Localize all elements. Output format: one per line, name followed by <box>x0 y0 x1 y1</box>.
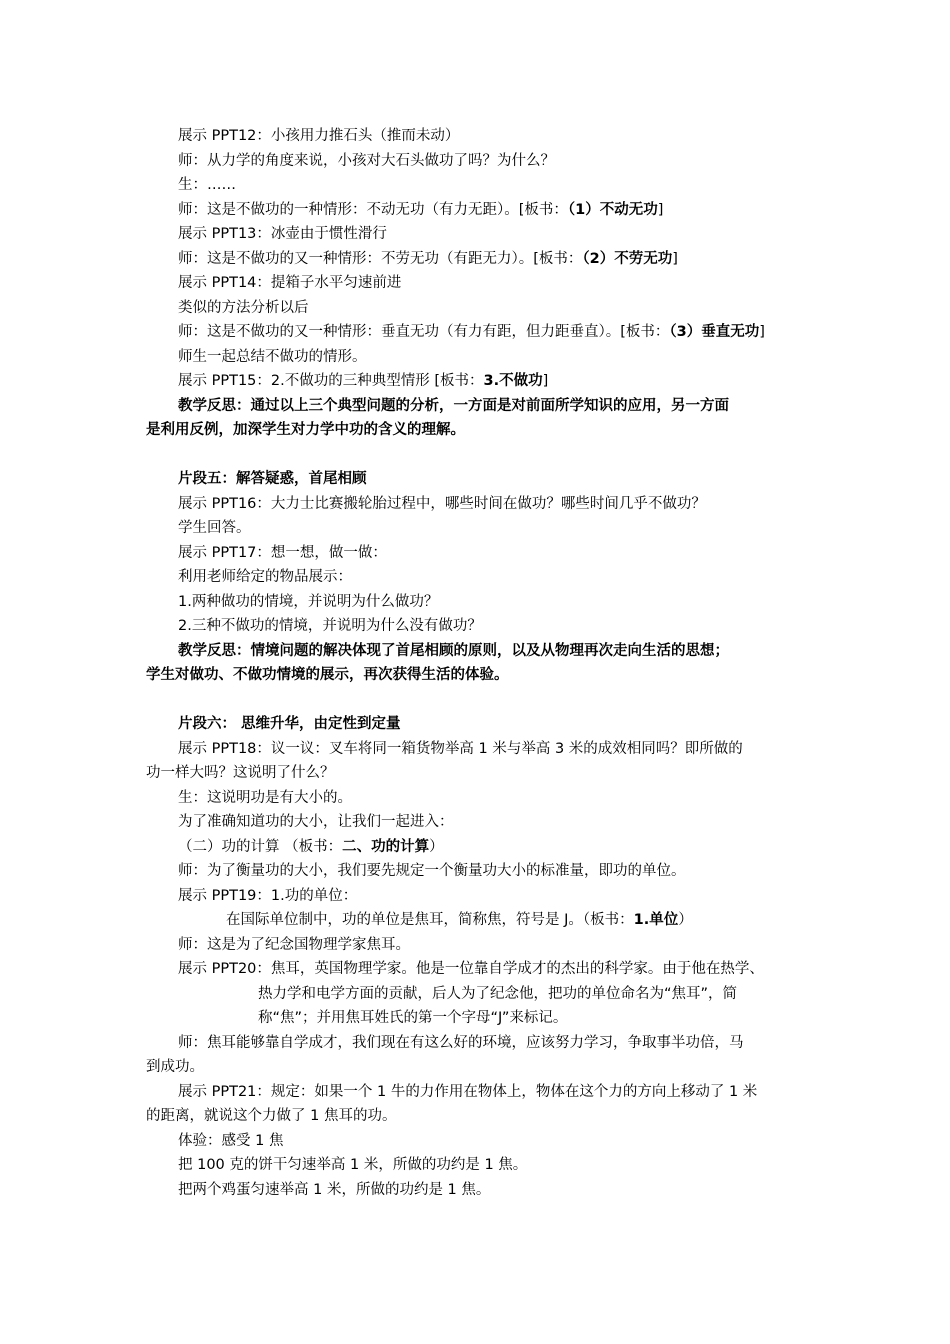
text-line <box>146 1178 810 1203</box>
text: 师：从力学的角度来说，小孩对大石头做功了吗？为什么？ <box>178 152 555 169</box>
text-line <box>146 933 810 958</box>
text: 功一样大吗？这说明了什么？ <box>146 765 335 781</box>
text: 展示 PPT12：小孩用力推石头（推而未动） <box>178 128 460 144</box>
text-line <box>146 737 810 762</box>
reflection-line <box>146 639 810 664</box>
text: ] <box>657 201 664 218</box>
text: 教学反思：情境问题的解决体现了首尾相顾的原则，以及从物理再次走向生活的思想； <box>178 642 729 659</box>
blank-line <box>146 443 810 468</box>
text: 学生对做功、不做功情境的展示，再次获得生活的体验。 <box>146 667 509 683</box>
text: 师：为了衡量功的大小，我们要先规定一个衡量功大小的标准量，即功的单位。 <box>178 863 686 879</box>
text: 为了准确知道功的大小，让我们一起进入： <box>178 814 454 830</box>
text-line <box>146 1129 810 1154</box>
reflection-line <box>146 394 810 419</box>
text: 师：这是不做功的又一种情形：垂直无功（有力有距，但力距垂直）。[板书： <box>178 324 670 340</box>
board-note: （3）垂直无功 <box>669 324 760 340</box>
text-line <box>146 369 810 394</box>
text: 展示 PPT14：提箱子水平匀速前进 <box>178 275 402 291</box>
text-line <box>146 1006 810 1031</box>
document-body <box>146 124 810 1202</box>
text-line <box>146 320 810 345</box>
text: 师：这是为了纪念国物理学家焦耳。 <box>178 936 410 953</box>
text-line <box>146 222 810 247</box>
reflection-line <box>146 663 810 688</box>
text: 生：这说明功是有大小的。 <box>178 789 352 806</box>
text: 把两个鸡蛋匀速举高 1 米，所做的功约是 1 焦。 <box>178 1181 491 1198</box>
text: 热力学和电学方面的贡献，后人为了纪念他，把功的单位命名为“焦耳”，简 <box>258 985 738 1002</box>
text-line <box>146 982 810 1007</box>
text-line <box>146 565 810 590</box>
text: 展示 PPT21：规定：如果一个 1 牛的力作用在物体上，物体在这个力的方向上移动了 1 米 <box>178 1083 758 1100</box>
text-line <box>146 614 810 639</box>
text: ] <box>672 250 678 267</box>
text-line <box>146 1031 810 1056</box>
text: ） <box>678 912 693 928</box>
section-heading <box>146 467 810 492</box>
text: 1.两种做功的情境，并说明为什么做功？ <box>178 593 439 610</box>
board-note: （2）不劳无功 <box>582 250 673 267</box>
text-line <box>146 908 810 933</box>
text: 片段六： 思维升华，由定性到定量 <box>178 716 401 732</box>
text: 教学反思：通过以上三个典型问题的分析，一方面是对前面所学知识的应用，另一方面 <box>178 397 729 414</box>
text-line <box>146 859 810 884</box>
text: 称“焦”；并用焦耳姓氏的第一个字母“J”来标记。 <box>258 1010 568 1026</box>
text: 到成功。 <box>146 1059 204 1075</box>
text: 师生一起总结不做功的情形。 <box>178 348 367 365</box>
blank-line <box>146 688 810 713</box>
text-line <box>146 198 810 223</box>
text-line <box>146 124 810 149</box>
text-line <box>146 957 810 982</box>
text: 是利用反例，加深学生对力学中功的含义的理解。 <box>146 422 465 438</box>
text: 师：焦耳能够靠自学成才，我们现在有这么好的环境，应该努力学习，争取事半功倍，马 <box>178 1034 744 1051</box>
text-line <box>146 1104 810 1129</box>
text-line <box>146 149 810 174</box>
text: 生：…… <box>178 177 236 193</box>
text: ） <box>429 838 444 855</box>
text-line <box>146 345 810 370</box>
text: （二）功的计算 （板书： <box>178 838 343 855</box>
text: 体验：感受 1 焦 <box>178 1132 284 1149</box>
text-line <box>146 1153 810 1178</box>
text-line <box>146 884 810 909</box>
text: ] <box>759 324 765 340</box>
section-heading <box>146 712 810 737</box>
text-line <box>146 590 810 615</box>
text-line <box>146 271 810 296</box>
text: 展示 PPT13：冰壶由于惯性滑行 <box>178 226 387 242</box>
text-line <box>146 516 810 541</box>
text: 师：这是不做功的一种情形：不动无功（有力无距）。[板书： <box>178 201 568 218</box>
text: 师：这是不做功的又一种情形：不劳无功（有距无力）。[板书： <box>178 250 583 267</box>
text: 片段五：解答疑惑，首尾相顾 <box>178 471 367 487</box>
text: ] <box>542 373 549 389</box>
text: 学生回答。 <box>178 520 251 536</box>
text-line <box>146 761 810 786</box>
text: 展示 PPT19：1.功的单位： <box>178 887 358 904</box>
text: 展示 PPT16：大力士比赛搬轮胎过程中，哪些时间在做功？哪些时间几乎不做功？ <box>178 495 706 512</box>
text-line <box>146 173 810 198</box>
text-line <box>146 247 810 272</box>
text-line <box>146 296 810 321</box>
text: 展示 PPT18：议一议：叉车将同一箱货物举高 1 米与举高 3 米的成效相同吗？即所做的 <box>178 740 743 757</box>
text: 利用老师给定的物品展示： <box>178 569 352 585</box>
text: 的距离，就说这个力做了 1 焦耳的功。 <box>146 1108 397 1124</box>
text: 2.三种不做功的情境，并说明为什么没有做功？ <box>178 618 482 634</box>
text-line <box>146 1055 810 1080</box>
text: 展示 PPT15：2.不做功的三种典型情形 [板书： <box>178 373 484 389</box>
board-note: （1）不动无功 <box>567 201 658 218</box>
text-line <box>146 835 810 860</box>
reflection-line <box>146 418 810 443</box>
text-line <box>146 1080 810 1105</box>
text-line <box>146 786 810 811</box>
text-line <box>146 810 810 835</box>
board-note: 3.不做功 <box>483 373 543 389</box>
text: 展示 PPT20：焦耳，英国物理学家。他是一位靠自学成才的杰出的科学家。由于他在热学、 <box>178 961 764 977</box>
text-line <box>146 492 810 517</box>
board-note: 二、功的计算 <box>342 838 430 855</box>
text: 把 100 克的饼干匀速举高 1 米，所做的功约是 1 焦。 <box>178 1157 528 1173</box>
board-note: 1.单位 <box>633 912 679 928</box>
text: 展示 PPT17：想一想，做一做： <box>178 544 387 561</box>
text: 类似的方法分析以后 <box>178 299 309 316</box>
text-line <box>146 541 810 566</box>
text: 在国际单位制中，功的单位是焦耳，简称焦，符号是 J。（板书： <box>226 912 634 928</box>
